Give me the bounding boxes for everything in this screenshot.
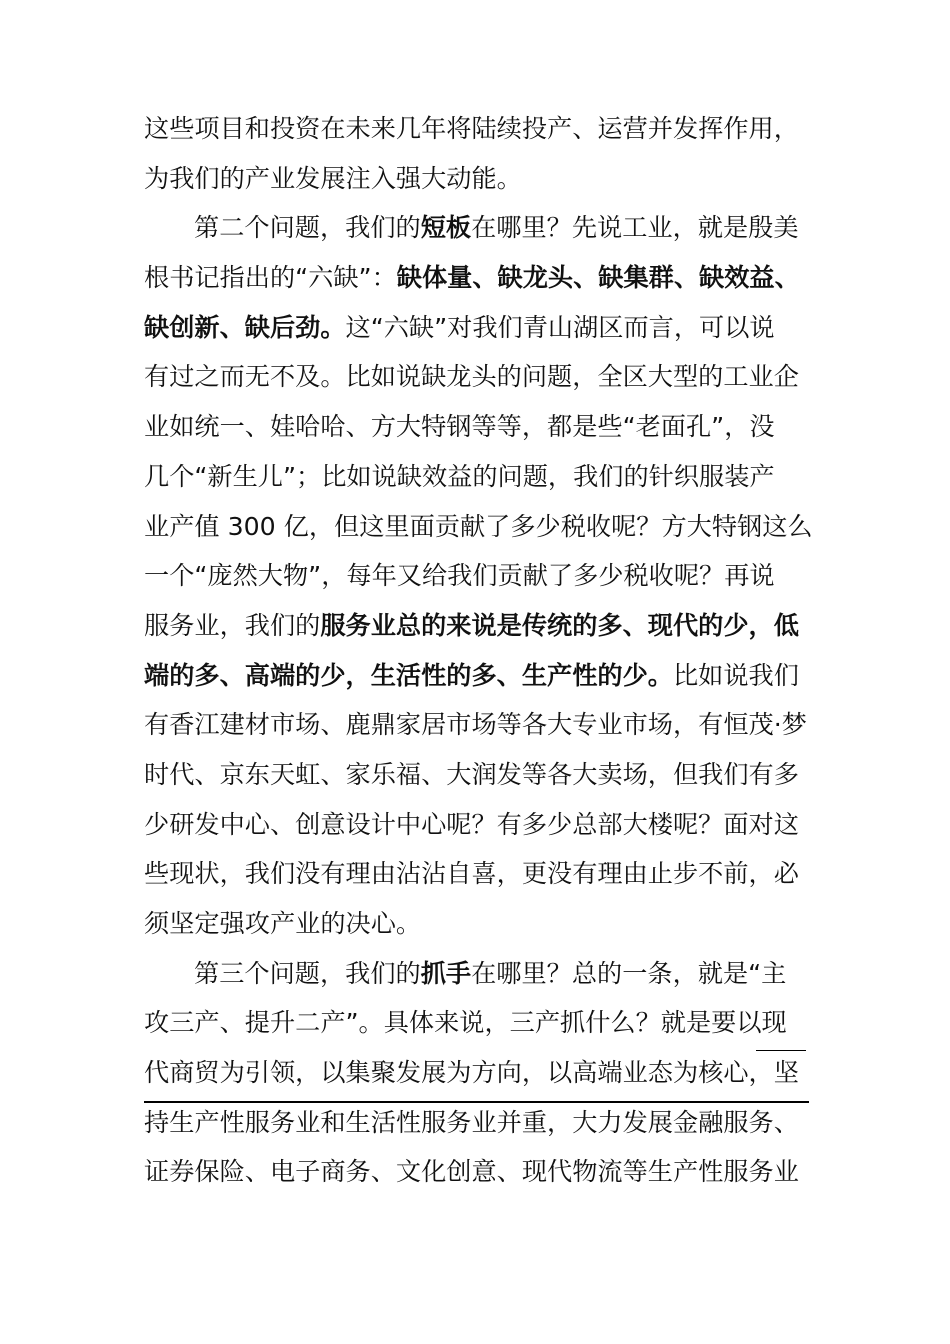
bold-text-segment: 缺创新、缺后劲。 <box>144 312 346 342</box>
text-line <box>144 849 814 899</box>
text-line <box>144 1048 814 1098</box>
text-segment: 为我们的产业发展注入强大动能。 <box>144 163 522 193</box>
text-line <box>144 203 814 253</box>
text-line <box>144 452 814 502</box>
text-line <box>144 998 814 1048</box>
text-line <box>144 502 814 552</box>
text-segment: 服务业，我们的 <box>144 610 321 640</box>
text-segment: 证券保险、电子商务、文化创意、现代物流等生产性服务业 <box>144 1157 799 1187</box>
text-segment: 须坚定强攻产业的决心。 <box>144 909 422 938</box>
text-segment: 业如统一、娃哈哈、方大特钢等等，都是些“老面孔”，没 <box>144 412 775 442</box>
text-segment: 时代、京东天虹、家乐福、大润发等各大卖场，但我们有多 <box>144 759 799 789</box>
text-line <box>144 104 814 154</box>
underline-mark-long <box>144 1101 809 1103</box>
text-line <box>144 651 814 701</box>
text-segment: 第二个问题，我们的 <box>194 213 421 243</box>
text-segment: 这“六缺”对我们青山湖区而言，可以说 <box>345 312 775 342</box>
text-segment: 比如说我们 <box>672 660 799 690</box>
bold-text-segment: 端的多、高端的少，生活性的多、生产性的少。 <box>144 660 673 690</box>
text-segment: 一个“庞然大物”，每年又给我们贡献了多少税收呢？再说 <box>144 561 775 591</box>
text-line <box>144 154 814 204</box>
text-segment: 第三个问题，我们的 <box>194 958 421 988</box>
underline-mark-short <box>756 1050 806 1051</box>
text-segment: 攻三产、提升二产”。具体来说，三产抓什么？就是要以现 <box>144 1008 787 1038</box>
text-line <box>144 899 814 949</box>
bold-text-segment: 服务业总的来说是传统的多、现代的少，低 <box>320 610 799 640</box>
text-segment: 根书记指出的“六缺”： <box>144 263 397 293</box>
text-line <box>144 551 814 601</box>
text-segment: 持生产性服务业和生活性服务业并重，大力发展金融服务、 <box>144 1107 799 1137</box>
text-segment: 有过之而无不及。比如说缺龙头的问题，全区大型的工业企 <box>144 362 799 392</box>
text-segment: 少研发中心、创意设计中心呢？有多少总部大楼呢？面对这 <box>144 809 799 839</box>
text-line <box>144 253 814 303</box>
text-segment: 几个“新生儿”；比如说缺效益的问题，我们的针织服装产 <box>144 461 775 491</box>
text-line <box>144 750 814 800</box>
text-line <box>144 949 814 999</box>
bold-text-segment: 短板 <box>420 213 472 243</box>
text-segment: 些现状，我们没有理由沾沾自喜，更没有理由止步不前，必 <box>144 859 799 889</box>
text-line <box>144 303 814 353</box>
text-segment: 这些项目和投资在未来几年将陆续投产、运营并发挥作用， <box>144 114 799 143</box>
text-line <box>144 352 814 402</box>
text-segment: 有香江建材市场、鹿鼎家居市场等各大专业市场，有恒茂·梦 <box>144 710 807 740</box>
text-line <box>144 402 814 452</box>
text-line <box>144 601 814 651</box>
text-line <box>144 1147 814 1197</box>
text-segment: 在哪里？先说工业，就是殷美 <box>471 213 799 243</box>
text-segment: 在哪里？总的一条，就是“主 <box>471 958 787 988</box>
text-segment: 代商贸为引领，以集聚发展为方向，以高端业态为核心，坚 <box>144 1058 799 1088</box>
text-segment: 业产值 300 亿，但这里面贡献了多少税收呢？方大特钢这么 <box>144 511 813 541</box>
text-line <box>144 700 814 750</box>
text-line <box>144 800 814 850</box>
text-line <box>144 1098 814 1148</box>
bold-text-segment: 缺体量、缺龙头、缺集群、缺效益、 <box>396 263 800 293</box>
body-text <box>144 104 814 1197</box>
bold-text-segment: 抓手 <box>420 958 472 988</box>
